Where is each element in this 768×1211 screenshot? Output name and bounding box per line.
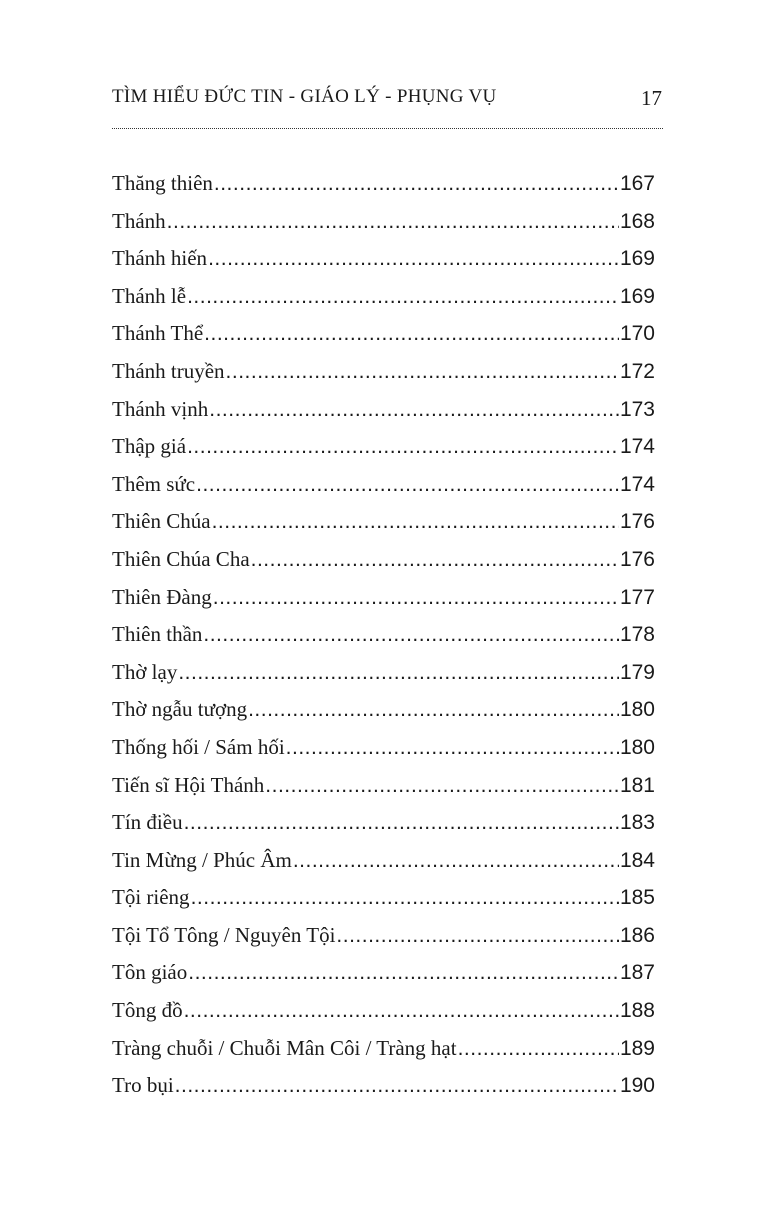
index-entry — [112, 472, 655, 510]
index-page-number: 187 — [619, 961, 655, 985]
index-term: Thiên Chúa Cha — [112, 546, 250, 571]
index-term: Thánh truyền — [112, 358, 225, 383]
index-page-number: 183 — [619, 811, 655, 835]
index-entry — [112, 848, 655, 886]
index-entry — [112, 697, 655, 735]
index-term: Thêm sức — [112, 471, 196, 496]
dot-leader — [209, 398, 619, 422]
index-entry — [112, 171, 655, 209]
index-entry — [112, 397, 655, 435]
dot-leader — [293, 849, 619, 873]
index-term: Thờ lạy — [112, 659, 178, 684]
index-page-number: 179 — [619, 660, 655, 684]
index-entry — [112, 321, 655, 359]
index-page-number: 181 — [619, 773, 655, 797]
index-entry — [112, 547, 655, 585]
dot-leader — [184, 999, 619, 1023]
dot-leader — [214, 172, 619, 196]
index-page-number: 180 — [619, 735, 655, 759]
index-term: Thánh hiến — [112, 246, 208, 271]
index-term: Thăng thiên — [112, 171, 213, 195]
index-list — [112, 171, 655, 1111]
dot-leader — [191, 886, 619, 910]
index-page-number: 188 — [619, 999, 655, 1023]
index-entry — [112, 660, 655, 698]
index-entry — [112, 434, 655, 472]
dot-leader — [226, 360, 619, 384]
index-entry — [112, 359, 655, 397]
index-page-number: 169 — [619, 284, 655, 308]
index-page-number: 168 — [619, 209, 655, 233]
index-term: Tràng chuỗi / Chuỗi Mân Côi / Tràng hạt — [112, 1035, 457, 1060]
index-term: Thiên thần — [112, 622, 203, 647]
dot-leader — [184, 811, 619, 835]
index-page-number: 167 — [619, 172, 655, 195]
index-entry — [112, 923, 655, 961]
index-page-number: 186 — [619, 923, 655, 947]
index-term: Thờ ngẫu tượng — [112, 697, 248, 722]
index-entry — [112, 810, 655, 848]
index-entry — [112, 998, 655, 1036]
dot-leader — [265, 774, 619, 798]
index-entry — [112, 960, 655, 998]
index-term: Tro bụi — [112, 1073, 174, 1098]
index-term: Thánh vịnh — [112, 396, 209, 421]
index-page-number: 172 — [619, 359, 655, 383]
index-entry — [112, 509, 655, 547]
index-page-number: 176 — [619, 547, 655, 571]
index-page-number: 173 — [619, 397, 655, 421]
index-entry — [112, 209, 655, 247]
index-entry — [112, 735, 655, 773]
index-page-number: 189 — [619, 1036, 655, 1060]
dot-leader — [167, 210, 619, 234]
dot-leader — [188, 961, 619, 985]
index-page-number: 174 — [619, 435, 655, 459]
index-term: Thánh Thể — [112, 321, 204, 346]
header-dotted-rule — [112, 128, 663, 129]
index-term: Tội Tổ Tông / Nguyên Tội — [112, 922, 336, 947]
dot-leader — [286, 736, 619, 760]
index-page-number: 170 — [619, 322, 655, 346]
running-header — [112, 86, 662, 116]
index-entry — [112, 622, 655, 660]
dot-leader — [178, 661, 619, 685]
index-term: Thánh lễ — [112, 283, 187, 308]
index-term: Tiến sĩ Hội Thánh — [112, 772, 265, 797]
index-entry — [112, 1073, 655, 1111]
dot-leader — [248, 698, 619, 722]
running-header-title: TÌM HIỂU ĐỨC TIN - GIÁO LÝ - PHỤNG VỤ — [112, 86, 497, 107]
dot-leader — [187, 285, 619, 309]
index-term: Thập giá — [112, 434, 187, 459]
index-page-number: 190 — [619, 1074, 655, 1098]
index-page-number: 178 — [619, 623, 655, 647]
dot-leader — [175, 1074, 619, 1098]
index-entry — [112, 1036, 655, 1074]
index-entry — [112, 773, 655, 811]
dot-leader — [208, 247, 619, 271]
index-entry — [112, 284, 655, 322]
index-entry — [112, 246, 655, 284]
index-page-number: 180 — [619, 698, 655, 722]
dot-leader — [204, 322, 619, 346]
index-term: Tôn giáo — [112, 960, 188, 985]
index-term: Tội riêng — [112, 885, 190, 910]
dot-leader — [187, 435, 619, 459]
index-term: Tín điều — [112, 810, 183, 835]
index-page-number: 185 — [619, 886, 655, 910]
index-page-number: 176 — [619, 510, 655, 534]
index-page-number: 174 — [619, 472, 655, 496]
index-page-number: 184 — [619, 848, 655, 872]
index-page-number: 169 — [619, 247, 655, 271]
dot-leader — [458, 1037, 619, 1061]
dot-leader — [251, 548, 619, 572]
index-term: Tông đồ — [112, 998, 183, 1023]
dot-leader — [203, 623, 619, 647]
dot-leader — [212, 510, 619, 534]
index-term: Thiên Chúa — [112, 509, 211, 534]
dot-leader — [196, 473, 619, 497]
dot-leader — [336, 924, 619, 948]
index-term: Thánh — [112, 208, 166, 233]
index-page-number: 177 — [619, 585, 655, 609]
index-entry — [112, 885, 655, 923]
dot-leader — [213, 586, 619, 610]
page-number: 17 — [641, 86, 662, 110]
index-term: Thống hối / Sám hối — [112, 734, 285, 759]
index-entry — [112, 585, 655, 623]
index-term: Thiên Đàng — [112, 584, 212, 609]
index-term: Tin Mừng / Phúc Âm — [112, 847, 292, 872]
